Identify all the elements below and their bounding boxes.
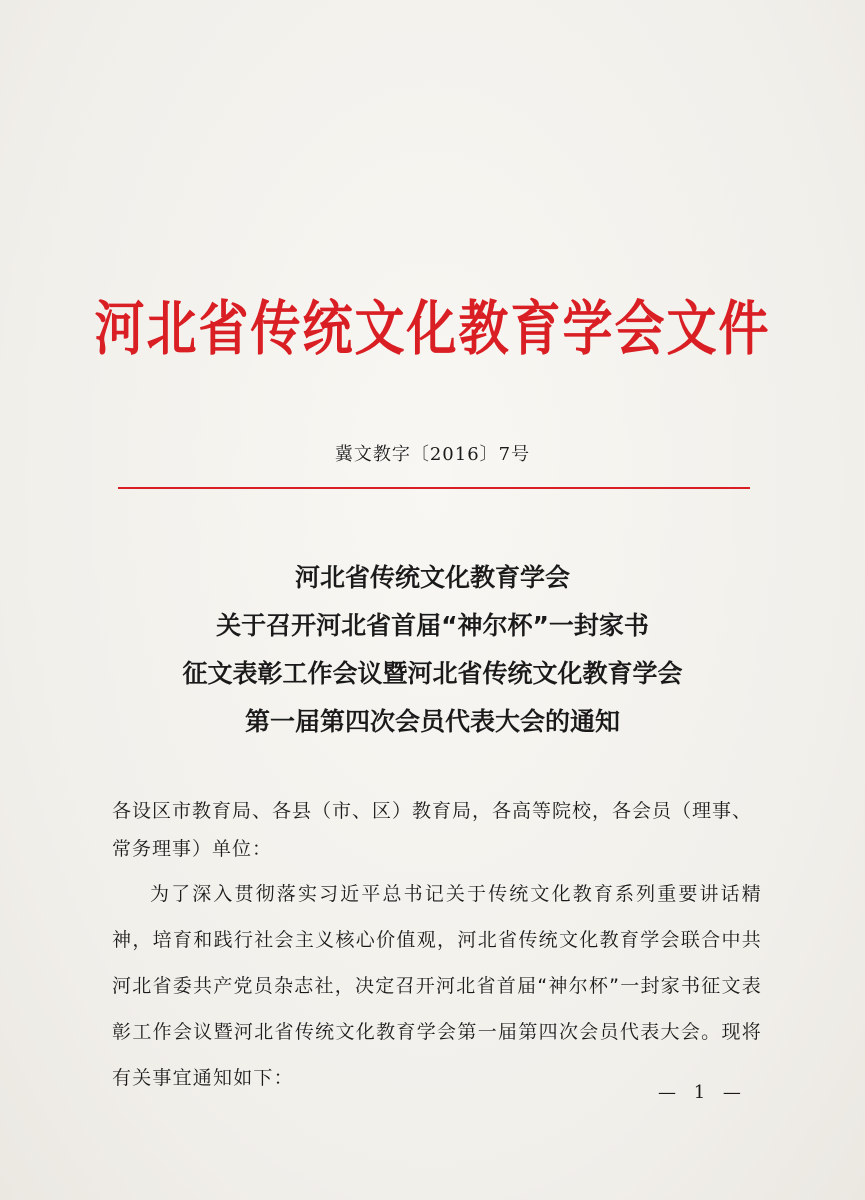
salutation: 各设区市教育局、各县（市、区）教育局，各高等院校，各会员（理事、常务理事）单位： [112, 800, 753, 860]
body-paragraph: 为了深入贯彻落实习近平总书记关于传统文化教育系列重要讲话精神，培育和践行社会主义核心价值观，河北省传统文化教育学会联合中共河北省委共产党员杂志社，决定召开河北省首届“神尔杯”一封家书征文表彰工作会议暨河北省传统文化教育学会第一届第四次会员代表大会。现将有关事宜通知如下： [112, 883, 762, 1089]
red-divider-line [118, 487, 750, 489]
page-number: — 1 — [658, 1082, 747, 1103]
title-line-1: 河北省传统文化教育学会 [294, 563, 570, 592]
title-line-4: 第一届第四次会员代表大会的通知 [244, 707, 620, 736]
title-line-3: 征文表彰工作会议暨河北省传统文化教育学会 [182, 659, 683, 688]
notice-title [0, 554, 865, 746]
document-masthead: 河北省传统文化教育学会文件 [94, 293, 771, 363]
document-number: 冀文教字〔2016〕7号 [334, 444, 531, 465]
title-line-2: 关于召开河北省首届“神尔杯”一封家书 [216, 611, 649, 640]
